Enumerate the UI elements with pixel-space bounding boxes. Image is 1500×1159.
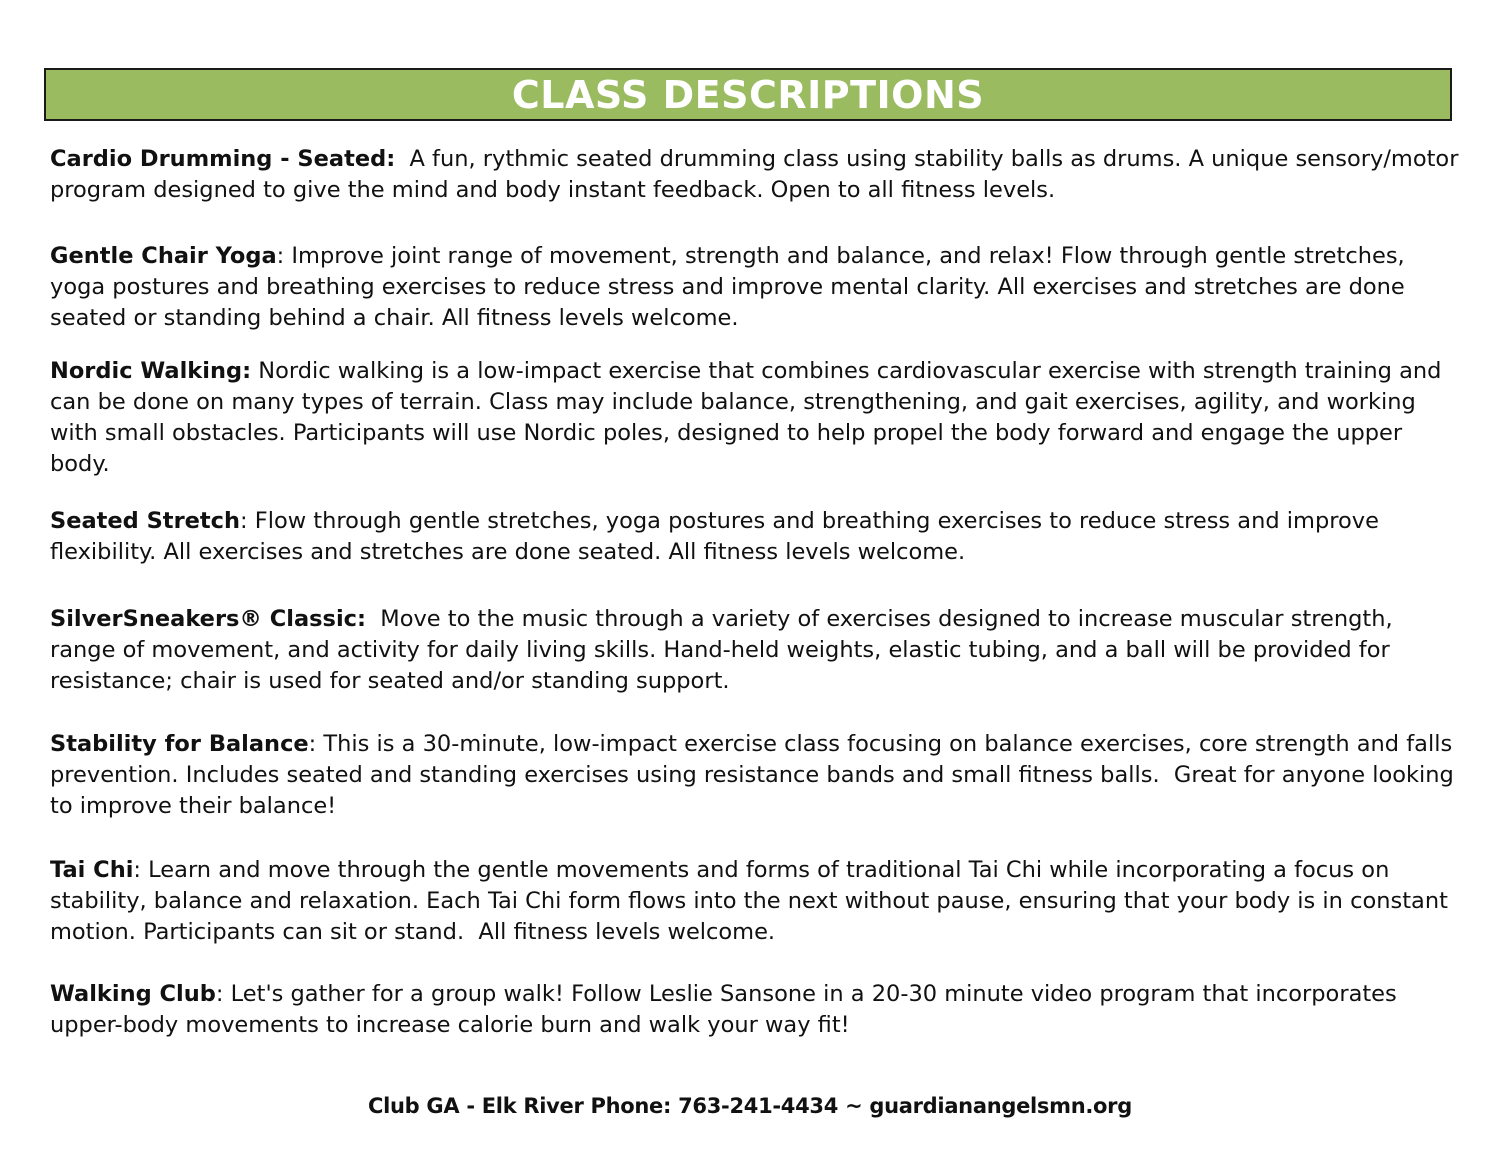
- class-name: Stability for Balance: [50, 731, 309, 757]
- class-name: Tai Chi: [50, 857, 134, 883]
- class-name-separator: :: [276, 243, 285, 269]
- page-title: CLASS DESCRIPTIONS: [511, 73, 985, 117]
- class-entry-nordic-walking: [50, 356, 1460, 480]
- class-entry-cardio-drumming: [50, 144, 1466, 206]
- class-description: Flow through gentle stretches, yoga postures and breathing exercises to reduce stress and improve flexibility. All exercises and stretches are done seated. All fitness levels welcome.: [50, 508, 1379, 565]
- section-banner: [44, 68, 1452, 121]
- class-description: Improve joint range of movement, strength and balance, and relax! Flow through gentle stretches, yoga postures and breathing exercises to reduce stress and improve mental clarity. All exercises and stretches are done seated or standing behind a chair. All fitness levels welcome.: [50, 243, 1405, 331]
- class-name: SilverSneakers® Classic:: [50, 606, 366, 632]
- class-name: Seated Stretch: [50, 508, 241, 534]
- contact-footer: Club GA - Elk River Phone: 763-241-4434 ~ guardianangelsmn.org: [368, 1094, 1132, 1118]
- class-description: This is a 30-minute, low-impact exercise class focusing on balance exercises, core strength and falls prevention. Includes seated and standing exercises using resistance bands and small fitness balls. Great for anyone looking to improve their balance!: [50, 731, 1461, 819]
- class-name-separator: :: [215, 981, 224, 1007]
- class-entry-silversneakers-classic: [50, 604, 1460, 697]
- class-name: Cardio Drumming - Seated:: [50, 146, 396, 172]
- class-description: Let's gather for a group walk! Follow Leslie Sansone in a 20-30 minute video program that incorporates upper-body movements to increase calorie burn and walk your way fit!: [50, 981, 1397, 1038]
- class-entry-gentle-chair-yoga: [50, 241, 1460, 334]
- class-name: Walking Club: [50, 981, 216, 1007]
- class-name: Nordic Walking:: [50, 358, 252, 384]
- class-description: A fun, rythmic seated drumming class using stability balls as drums. A unique sensory/motor program designed to give the mind and body instant feedback. Open to all fitness levels.: [50, 146, 1466, 203]
- class-entry-walking-club: [50, 979, 1460, 1041]
- class-entry-tai-chi: [50, 855, 1460, 948]
- class-name-separator: :: [308, 731, 317, 757]
- class-name-separator: :: [240, 508, 248, 534]
- class-entry-stability-for-balance: [50, 729, 1460, 822]
- class-description: Move to the music through a variety of exercises designed to increase muscular strength, range of movement, and activity for daily living skills. Hand-held weights, elastic tubing, and a ball will be provided for resistance; chair is used for seated and/or standing support.: [50, 606, 1400, 694]
- class-entry-seated-stretch: [50, 506, 1460, 568]
- class-description: Nordic walking is a low-impact exercise that combines cardiovascular exercise with strength training and can be done on many types of terrain. Class may include balance, strengthening, and gait exercises, agility, and working with small obstacles. Participants will use Nordic poles, designed to help propel the body forward and engage the upper body.: [50, 358, 1442, 477]
- class-description: Learn and move through the gentle movements and forms of traditional Tai Chi while incorporating a focus on stability, balance and relaxation. Each Tai Chi form flows into the next without pause, ensuring that your body is in constant motion. Participants can sit or stand. All fitness levels welcome.: [50, 857, 1456, 945]
- class-name-separator: :: [133, 857, 142, 883]
- class-name: Gentle Chair Yoga: [50, 243, 277, 269]
